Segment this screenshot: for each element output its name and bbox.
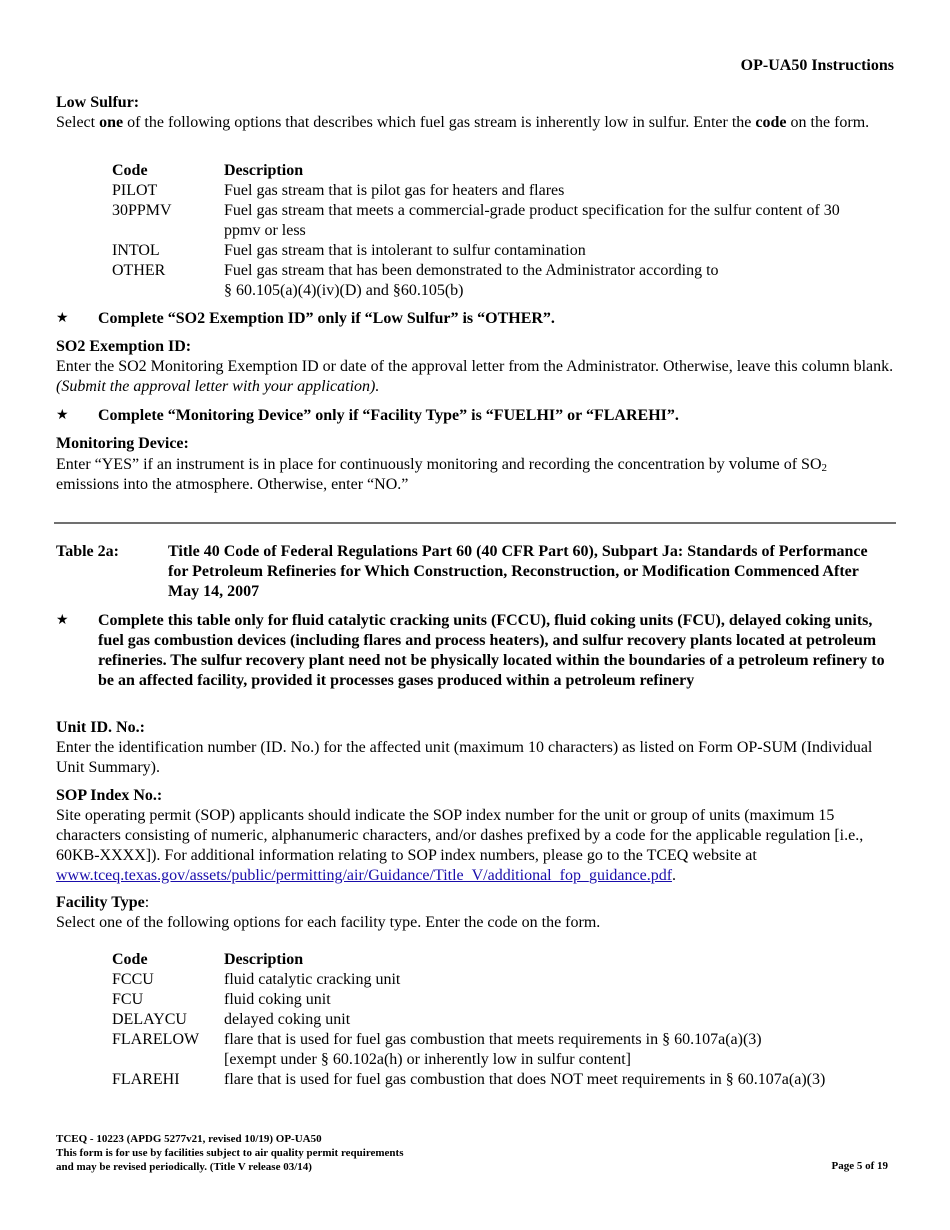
footer-revision-note: and may be revised periodically. (Title V release 03/14) [56, 1161, 312, 1173]
table-header-row [112, 950, 887, 970]
code-cell: 30PPMV [112, 202, 172, 219]
table-header-row [112, 161, 872, 181]
code-cell: FCCU [112, 971, 154, 988]
unit-id-text: Enter the identification number (ID. No.) for the affected unit (maximum 10 characters) as listed on Form OP-SUM (Individual Unit Summary). [56, 739, 873, 776]
monitor-note: Complete “Monitoring Device” only if “Facility Type” is “FUELHI” or “FLAREHI”. [98, 407, 679, 424]
table-row [112, 1010, 887, 1030]
footer-usage-note: This form is for use by facilities subject to air quality permit requirements [56, 1147, 404, 1159]
code-cell: FLARELOW [112, 1031, 200, 1048]
page-number: Page 5 of 19 [831, 1160, 888, 1172]
table-row [112, 261, 872, 301]
page-header-title: OP-UA50 Instructions [740, 57, 894, 74]
monitoring-section [56, 434, 894, 495]
description-cell: flare that is used for fuel gas combustion that does NOT meet requirements in § 60.107a(a)(3) [224, 1071, 826, 1088]
unit-id-heading: Unit ID. No.: [56, 719, 145, 736]
sop-section [56, 786, 894, 886]
table-title: Title 40 Code of Federal Regulations Part 60 (40 CFR Part 60), Subpart Ja: Standards of Performance for Petroleum Refineries for Which Construction, Reconstruction, or Modification Commenced After May 14, 2007 [168, 543, 868, 600]
facility-type-intro: Select one of the following options for each facility type. Enter the code on the form. [56, 914, 601, 931]
facility-type-section [56, 893, 894, 933]
description-cell: fluid coking unit [224, 991, 331, 1008]
so2-text: Enter the SO2 Monitoring Exemption ID or date of the approval letter from the Administrator. Otherwise, leave this column blank. (Submit the approval letter with your application). [56, 358, 894, 395]
code-cell: DELAYCU [112, 1011, 187, 1028]
star-bullet-icon: ★ [56, 613, 69, 628]
facility-type-heading: Facility Type: [56, 894, 150, 911]
col-header-code: Code [112, 162, 148, 179]
description-cell: flare that is used for fuel gas combustion that meets requirements in § 60.107a(a)(3) [exempt under § 60.102a(h) or inherently low in sulfur content] [224, 1031, 762, 1068]
description-cell: Fuel gas stream that is pilot gas for heaters and flares [224, 182, 565, 199]
code-cell: INTOL [112, 242, 160, 259]
table-row [112, 201, 872, 241]
code-cell: FCU [112, 991, 144, 1008]
page-footer [56, 1132, 404, 1174]
description-cell: Fuel gas stream that is intolerant to sulfur contamination [224, 242, 586, 259]
col-header-code: Code [112, 951, 148, 968]
section-divider [54, 522, 896, 524]
sop-text: Site operating permit (SOP) applicants should indicate the SOP index number for the unit or group of units (maximum 15 characters consisting of numeric, alphanumeric characters, and/or dashes prefixed by a code for the applicable regulation [i.e., 60KB-XXXX]). For additional information relating to SOP index numbers, please go to the TCEQ website at www.tceq.texas.gov/assets/public/permitting/air/Guidance/Title_V/additional_fop_guidance.pdf. [56, 807, 864, 884]
tceq-guidance-link[interactable]: www.tceq.texas.gov/assets/public/permitting/air/Guidance/Title_V/additional_fop_guidance.pdf [56, 867, 673, 884]
unit-id-section [56, 718, 894, 778]
table-row [112, 1030, 887, 1070]
facility-type-code-table [112, 950, 887, 1090]
description-cell: fluid catalytic cracking unit [224, 971, 401, 988]
so2-section [56, 337, 894, 397]
code-cell: OTHER [112, 262, 166, 279]
table-row [112, 181, 872, 201]
monitoring-heading: Monitoring Device: [56, 435, 189, 452]
so2-note: Complete “SO2 Exemption ID” only if “Low Sulfur” is “OTHER”. [98, 310, 555, 327]
table-row [112, 970, 887, 990]
low-sulfur-section [56, 93, 894, 133]
star-bullet-icon: ★ [56, 408, 69, 423]
table-row [112, 990, 887, 1010]
monitoring-text: Enter “YES” if an instrument is in place for continuously monitoring and recording the concentration by volume of $SO_2$ emissions into the atmosphere. Otherwise, enter “NO.” [56, 454, 827, 493]
low-sulfur-heading: Low Sulfur: [56, 94, 140, 111]
description-cell: Fuel gas stream that meets a commercial-grade product specification for the sulfur content of 30 ppmv or less [224, 202, 840, 239]
col-header-description: Description [224, 951, 304, 968]
table-note: Complete this table only for fluid catalytic cracking units (FCCU), fluid coking units (FCU), delayed coking units, fuel gas combustion devices (including flares and process heaters), and sulfur recovery plants located at petroleum refineries. The sulfur recovery plant need not be physically located within the boundaries of a petroleum refinery to be an affected facility, provided it processes gases produced within a petroleum refinery [98, 612, 885, 689]
code-cell: FLAREHI [112, 1071, 180, 1088]
table-row [112, 241, 872, 261]
col-header-description: Description [224, 162, 304, 179]
description-cell: delayed coking unit [224, 1011, 351, 1028]
so2-heading: SO2 Exemption ID: [56, 338, 192, 355]
star-bullet-icon: ★ [56, 311, 69, 326]
description-cell: Fuel gas stream that has been demonstrated to the Administrator according to § 60.105(a)(4)(iv)(D) and §60.105(b) [224, 262, 719, 299]
footer-form-id: TCEQ - 10223 (APDG 5277v21, revised 10/19) OP-UA50 [56, 1133, 322, 1145]
sop-heading: SOP Index No.: [56, 787, 163, 804]
low-sulfur-code-table [112, 161, 872, 301]
table-row [112, 1070, 887, 1090]
low-sulfur-intro: Select one of the following options that describes which fuel gas stream is inherently low in sulfur. Enter the code on the form. [56, 114, 870, 131]
code-cell: PILOT [112, 182, 158, 199]
table-label: Table 2a: [56, 543, 119, 560]
